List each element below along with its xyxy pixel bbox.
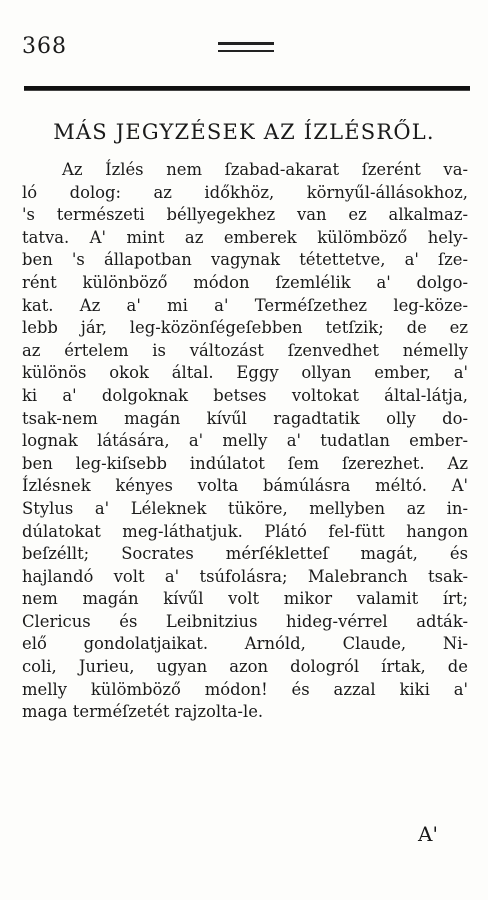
- text-line: ló dolog: az időkhöz, környűl-állásokhoz,: [22, 182, 468, 202]
- text-line: dúlatokat meg-láthatjuk. Plátó fel-fütt hangon: [22, 521, 468, 541]
- text-line: Az Ízlés nem ſzabad-akarat ſzerént va-: [62, 160, 468, 179]
- text-line: tatva. A' mint az emberek külömböző hely-: [22, 227, 468, 247]
- text-line: ben 's állapotban vagynak tétettetve, a' ſze-: [22, 250, 468, 270]
- text-line: lognak látására, a' melly a' tudatlan ember-: [22, 431, 468, 451]
- text-line: elő gondolatjaikat. Arnóld, Claude, Ni-: [22, 634, 468, 654]
- text-line: hajlandó volt a' tsúfolásra; Malebranch tsak-: [22, 566, 468, 586]
- page-number: 368: [22, 34, 67, 59]
- text-line: ben leg-kiſsebb indúlatot ſem ſzerezhet. Az: [22, 453, 468, 473]
- text-line: nem magán kívűl volt mikor valamit írt;: [22, 589, 468, 609]
- text-line: Stylus a' Léleknek tüköre, mellyben az in-: [22, 498, 468, 518]
- text-line: 's természeti béllyegekhez van ez alkalmaz-: [22, 205, 468, 225]
- text-line: ki a' dolgoknak betses voltokat által-látja,: [22, 385, 468, 405]
- text-line: különös okok által. Eggy ollyan ember, a': [22, 363, 468, 383]
- ornamental-rule: [218, 42, 274, 45]
- text-line: beſzéllt; Socrates mérſékletteſ magát, és: [22, 544, 468, 564]
- text-line: coli, Jurieu, ugyan azon dologról írtak, de: [22, 657, 468, 677]
- text-line: az értelem is változást ſzenvedhet némelly: [22, 340, 468, 360]
- text-line: Ízlésnek kényes volta bámúlásra méltó. A': [22, 476, 468, 496]
- catchword: A': [418, 822, 438, 846]
- ornamental-rule-secondary: [218, 50, 274, 52]
- body-text: [22, 159, 468, 724]
- text-line: tsak-nem magán kívűl ragadtatik olly do-: [22, 408, 468, 428]
- text-line: rént különböző módon ſzemlélik a' dolgo-: [22, 272, 468, 292]
- text-line: melly külömböző módon! és azzal kiki a': [22, 679, 468, 699]
- text-line: lebb jár, leg-közönſégeſebben tetſzik; de ez: [22, 318, 468, 338]
- text-line: Clericus és Leibnitzius hideg-vérrel adták-: [22, 611, 468, 631]
- text-line: kat. Az a' mi a' Terméſzethez leg-köze-: [22, 295, 468, 315]
- header-divider: [24, 86, 470, 90]
- text-line: maga terméſzetét rajzolta-le.: [22, 702, 264, 722]
- section-heading: MÁS JEGYZÉSEK AZ ÍZLÉSRŐL.: [53, 120, 435, 144]
